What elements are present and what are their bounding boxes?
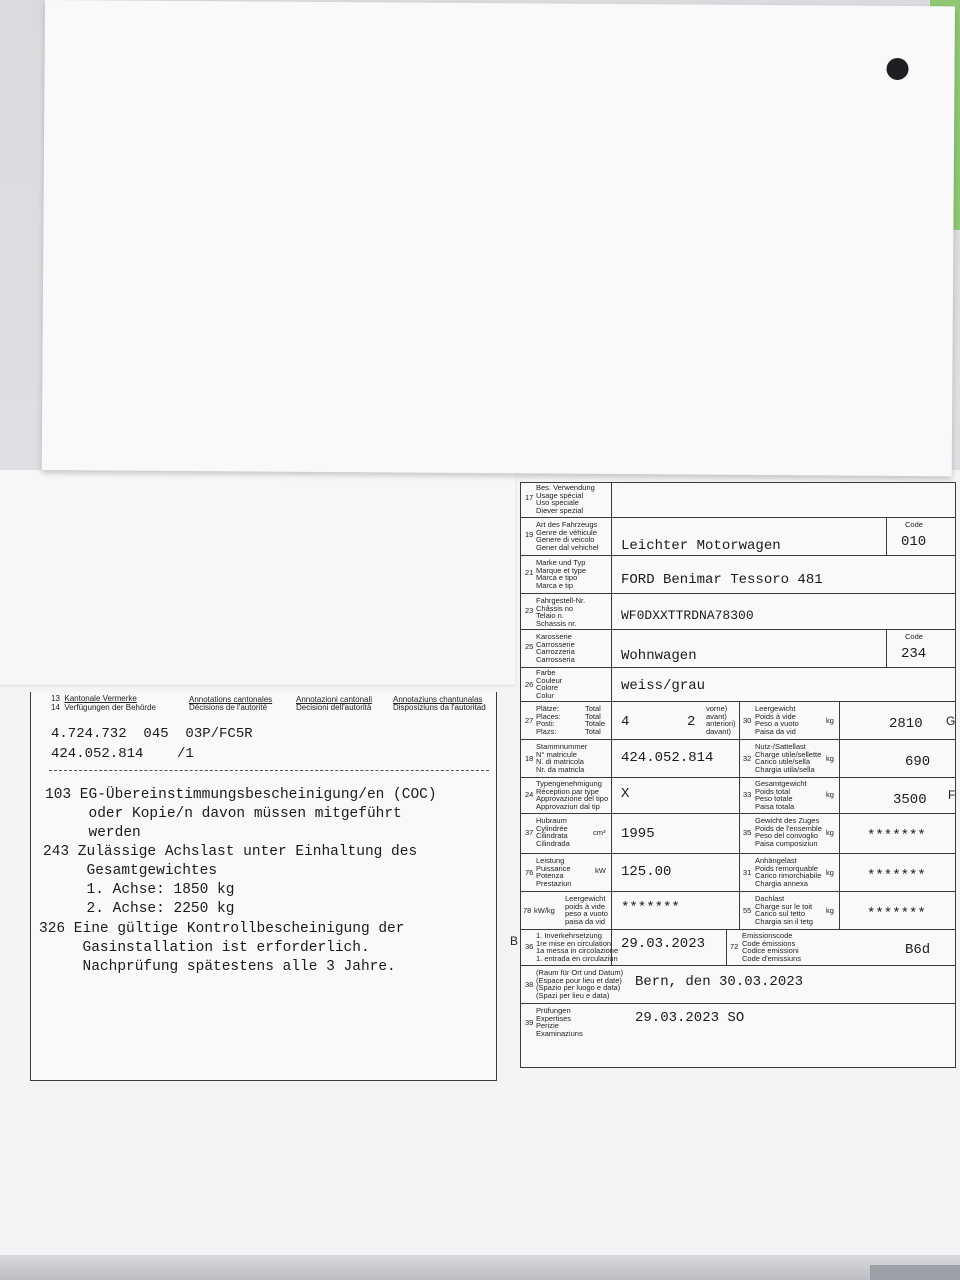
field-36-label: 1. Inverkehrsetzung 1re mise en circulation 1a messa in circolazione 1. entrada en circulaziun — [536, 931, 619, 963]
first-registration-value: 29.03.2023 — [621, 936, 706, 952]
reference-line-1: 4.724.732 045 03P/FC5R — [51, 726, 253, 742]
field-39-row: 39 Prüfungen Expertises Perizie Examinaziuns 29.03.2023 SO — [521, 1003, 955, 1066]
overlapping-card — [0, 470, 515, 685]
remark-line: 1. Achse: 1850 kg — [43, 882, 235, 898]
field-13-label: Kantonale Vermerke — [64, 694, 137, 703]
field-78-label: Leergewicht poids à vide peso a vuoto paisa da vid — [565, 894, 608, 926]
field-37-label: Hubraum Cylindrée Cilindrata Cilindrada — [536, 816, 570, 848]
seats-front-label: vorne) avant) anteriori) davant) — [706, 704, 736, 736]
body-type-code: 234 — [901, 646, 927, 662]
cantonal-remarks-box: 13 Kantonale Vermerke 14 Verfügungen der Behörde Annotations cantonales Décisions de l'autorité Annotazioni cantonali Decisioni dell'autorità Annotaziuns chantunalas Disposiziuns da l'autoritad 4.724.732 045 03P/FC5R 424.052.814 /1 103 EG-Übereinstimmungsbescheinigung/en (COC) oder Kopie/n davon müssen mitgeführt werden 243 Zulässige Achslast unter Einhaltung des Gesamtgewichtes 1. Achse: 1850 kg 2. Achse: 2250 kg 326 Eine gültige Kontrollbescheinigung der Gasinstallation ist erforderlich. Nachprüfung spätestens alle 3 Jahre. — [30, 692, 497, 1081]
field-27-label: Plätze: Places: Posti: Plazs: — [536, 704, 561, 736]
field-76-label: Leistung Puissance Potenza Prestaziun — [536, 856, 572, 888]
vehicle-data-form — [520, 482, 956, 1068]
field-76-31-row: 76 Leistung Puissance Potenza Prestaziun kW 125.00 31 Anhängelast Poids remorquable Carico rimorchiabile Chargia annexa kg ******* — [521, 853, 955, 892]
remark-line: 326 Eine gültige Kontrollbescheinigung der — [39, 921, 405, 937]
field-14-label: Verfügungen der Behörde — [64, 703, 156, 712]
field-27-30-row: 27 Plätze: Places: Posti: Plazs: Total Total Totale Total 4 2 vorne) avant) anteriori) davant) 30 Leergewicht Poids à vide Peso a vuoto Paisa da vid kg 2810 — [521, 701, 955, 740]
vehicle-type-value: Leichter Motorwagen — [621, 538, 781, 554]
field-17-label: Bes. Verwendung Usage spécial Uso speciale Diever spezial — [536, 483, 595, 515]
remark-line: Nachprüfung spätestens alle 3 Jahre. — [39, 959, 396, 975]
header-col-rm: Annotaziuns chantunalas Disposiziuns da l'autoritad — [393, 695, 486, 712]
field-18-label: Stammnummer N° matricule N. di matricola Nr. da matricla — [536, 742, 588, 774]
remark-line: Gasinstallation ist erforderlich. — [39, 940, 370, 956]
table-edge — [0, 1255, 960, 1280]
remark-line: 243 Zulässige Achslast unter Einhaltung des — [43, 844, 418, 860]
field-23-label: Fahrgestell-Nr. Châssis no Telaio n. Schassis nr. — [536, 596, 586, 628]
remark-line: 103 EG-Übereinstimmungsbescheinigung/en (COC) — [45, 787, 437, 803]
remark-line: 2. Achse: 2250 kg — [43, 901, 235, 917]
field-55-label: Dachlast Charge sur le toit Carico sul tetto Chargia sin il tetg — [755, 894, 813, 926]
place-date-value: Bern, den 30.03.2023 — [635, 974, 804, 990]
field-18-32-row: 18 Stammnummer N° matricule N. di matricola Nr. da matricla 424.052.814 32 Nutz-/Sattellast Charge utile/sellette Carico utile/sella Chargia utila/sella kg 690 — [521, 739, 955, 778]
vehicle-type-code-box: Code 010 — [886, 518, 943, 556]
field-38-row: 38 (Raum für Ort und Datum) (Espace pour lieu et date) (Spazio per luogo e data) (Spazi per lieu e data) Bern, den 30.03.2023 — [521, 965, 955, 1004]
blank-paper-sheet — [42, 0, 955, 476]
body-type-value: Wohnwagen — [621, 648, 697, 664]
field-21-label: Marke und Typ Marque et type Marca e tipo Marca e tip — [536, 558, 587, 590]
field-31-label: Anhängelast Poids remorquable Carico rimorchiabile Chargia annexa — [755, 856, 822, 888]
field-26-label: Farbe Couleur Colore Colur — [536, 668, 563, 700]
field-24-33-row: 24 Typengenehmigung Réception par type Approvazione del tipo Approvaziun dal tip X 33 Gesamtgewicht Poids total Peso totale Paisa totala kg 3500 — [521, 777, 955, 814]
vehicle-type-code: 010 — [901, 534, 927, 550]
field-19-label: Art des Fahrzeugs Genre de véhicule Genere di veicolo Gener dal vehichel — [536, 520, 599, 552]
field-25-label: Karosserie Carrosserie Carrozzeria Carrosseria — [536, 632, 575, 664]
field-38-label: (Raum für Ort und Datum) (Espace pour lieu et date) (Spazio per luogo e data) (Spazi per lieu e data) — [536, 968, 624, 1000]
body-type-code-box: Code 234 — [886, 630, 943, 668]
field-17-row: 17 Bes. Verwendung Usage spécial Uso speciale Diever spezial — [521, 483, 955, 517]
field-26-row: 26 Farbe Couleur Colore Colur weiss/grau — [521, 667, 955, 702]
train-weight-value: ******* — [867, 828, 926, 844]
displacement-value: 1995 — [621, 826, 655, 842]
header-col-it: Annotazioni cantonali Decisioni dell'autorità — [296, 695, 373, 712]
master-number-value: 424.052.814 — [621, 750, 714, 766]
field-32-label: Nutz-/Sattellast Charge utile/sellette Carico utile/sella Chargia utila/sella — [755, 742, 822, 774]
remark-line: werden — [45, 825, 141, 841]
field-33-label: Gesamtgewicht Poids total Peso totale Paisa totala — [755, 779, 807, 811]
dashed-divider — [49, 770, 489, 771]
inspection-value: 29.03.2023 SO — [635, 1010, 745, 1026]
field-24-label: Typengenehmigung Réception par type Approvazione del tipo Approvaziun dal tip — [536, 779, 609, 811]
margin-letter-b: B — [510, 934, 519, 948]
margin-letter-f: F — [948, 788, 956, 802]
field-27-sub-label: Total Total Totale Total — [585, 704, 606, 736]
field-30-label: Leergewicht Poids à vide Peso a vuoto Paisa da vid — [755, 704, 799, 736]
field-39-label: Prüfungen Expertises Perizie Examinaziuns — [536, 1006, 583, 1038]
towing-weight-value: ******* — [867, 868, 926, 884]
roof-load-value: ******* — [867, 906, 926, 922]
emission-code-value: B6d — [905, 942, 931, 958]
seats-front-value: 2 — [687, 714, 696, 730]
header-col-fr: Annotations cantonales Décisions de l'autorité — [189, 695, 273, 712]
remark-line: Gesamtgewichtes — [43, 863, 218, 879]
seats-total-value: 4 — [621, 714, 630, 730]
punch-hole — [886, 58, 908, 80]
field-23-row: 23 Fahrgestell-Nr. Châssis no Telaio n. Schassis nr. WF0DXXTTRDNA78300 — [521, 593, 955, 630]
make-model-value: FORD Benimar Tessoro 481 — [621, 572, 823, 588]
field-21-row: 21 Marke und Typ Marque et type Marca e tipo Marca e tip FORD Benimar Tessoro 481 — [521, 555, 955, 594]
field-72-label: Emissionscode Code émissions Codice emissioni Code d'emissiuns — [742, 931, 801, 963]
field-35-label: Gewicht des Zuges Poids de l'ensemble Peso del convoglio Paisa cumposiziun — [755, 816, 822, 848]
power-weight-ratio-value: ******* — [621, 900, 680, 916]
field-37-35-row: 37 Hubraum Cylindrée Cilindrata Cilindrada cm³ 1995 35 Gewicht des Zuges Poids de l'ensemble Peso del convoglio Paisa cumposiziun kg ******* — [521, 813, 955, 854]
field-36-72-row: 36 1. Inverkehrsetzung 1re mise en circulation 1a messa in circolazione 1. entrada en circulaziun 29.03.2023 72 Emissionscode Code émissions Codice emissioni Code d'emissiuns B6d — [521, 929, 955, 966]
field-78-55-row: 78 kW/kg Leergewicht poids à vide peso a vuoto paisa da vid ******* 55 Dachlast Charge sur le toit Carico sul tetto Chargia sin il tetg kg ******* — [521, 891, 955, 930]
color-value: weiss/grau — [621, 678, 706, 694]
field-25-row: 25 Karosserie Carrosserie Carrozzeria Carrosseria Wohnwagen Code 234 — [521, 629, 955, 668]
payload-value: 690 — [905, 754, 931, 770]
type-approval-value: X — [621, 786, 630, 802]
power-value: 125.00 — [621, 864, 672, 880]
chassis-number-value: WF0DXXTTRDNA78300 — [621, 608, 754, 623]
reference-line-2: 424.052.814 /1 — [51, 746, 194, 762]
field-19-row: 19 Art des Fahrzeugs Genre de véhicule Genere di veicolo Gener dal vehichel Leichter Motorwagen Code 010 — [521, 517, 955, 556]
margin-letter-g: G — [946, 714, 956, 728]
remark-line: oder Kopie/n davon müssen mitgeführt — [45, 806, 402, 822]
empty-weight-value: 2810 — [889, 716, 923, 732]
gross-weight-value: 3500 — [893, 792, 927, 808]
